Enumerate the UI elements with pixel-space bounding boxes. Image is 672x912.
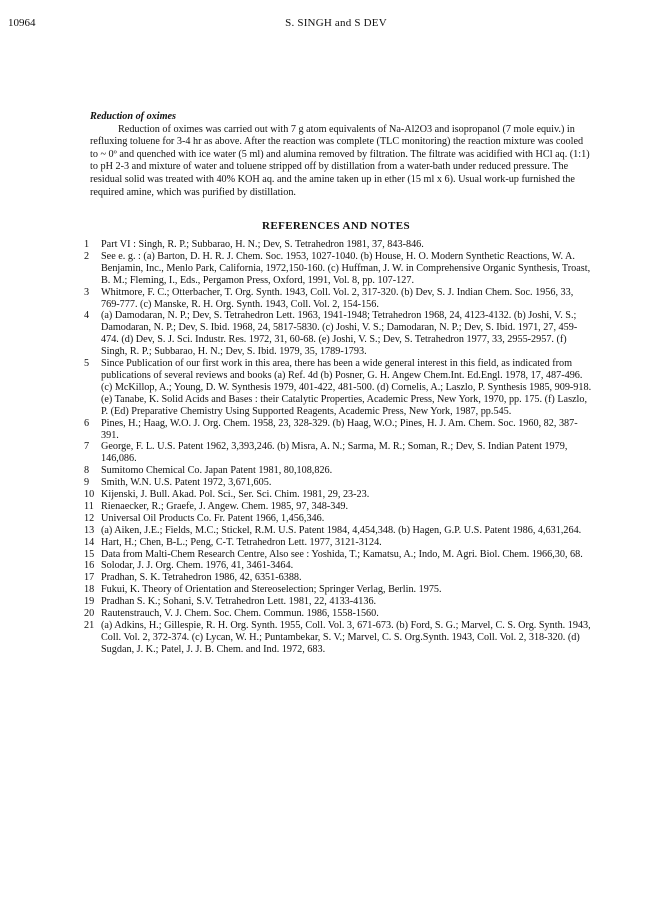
reference-text: Pines, H.; Haag, W.O. J. Org. Chem. 1958, 23, 328-329. (b) Haag, W.O.; Pines, H. J. Am. Chem. Soc. 1960, 82, 387-391.: [101, 417, 578, 441]
reference-number: 16: [84, 560, 95, 572]
reference-number: 18: [84, 584, 95, 596]
reference-text: Solodar, J. J. Org. Chem. 1976, 41, 3461-3464.: [101, 560, 294, 572]
reference-text: Fukui, K. Theory of Orientation and Stereoselection; Springer Verlag, Berlin. 1975.: [101, 584, 442, 596]
reference-item: [84, 441, 594, 465]
reference-text: See e. g. : (a) Barton, D. H. R. J. Chem. Soc. 1953, 1027-1040. (b) House, H. O. Modern Synthetic Reactions, W. A. Benjamin, Inc., Menlo Park, California, 1972,150-160. (c) Huffman, J. W. in Comprehensive Organic Synthesis, Troast, B. M.; Fleming, I., Eds., Pergamon Press, Oxford, 1991, Vol. 8, pp. 107-127.: [101, 250, 591, 286]
reference-text: George, F. L. U.S. Patent 1962, 3,393,246. (b) Misra, A. N.; Sarma, M. R.; Soman, R.; Dev, S. Indian Patent 1979, 146,086.: [101, 441, 568, 465]
reference-number: 10: [84, 489, 95, 501]
reference-item: [84, 549, 594, 561]
reference-item: [84, 418, 594, 442]
reference-number: 4: [84, 310, 90, 322]
reference-text: Whitmore, F. C.; Otterbacher, T. Org. Synth. 1943, Coll. Vol. 2, 317-320. (b) Dev, S. J. Indian Chem. Soc. 1956, 33, 769-777. (c) Manske, R. H. Org. Synth. 1943, Coll. Vol. 2, 154-156.: [101, 286, 574, 310]
reference-number: 9: [84, 477, 90, 489]
reference-number: 2: [84, 250, 90, 262]
reference-number: 19: [84, 596, 95, 608]
section-title: Reduction of oximes: [90, 111, 177, 122]
reference-item: [84, 560, 594, 572]
reference-item: [84, 251, 594, 287]
reference-item: [84, 501, 594, 513]
reference-text: Rautenstrauch, V. J. Chem. Soc. Chem. Commun. 1986, 1558-1560.: [101, 608, 379, 620]
reference-item: [84, 489, 594, 501]
reference-text: Kijenski, J. Bull. Akad. Pol. Sci., Ser. Sci. Chim. 1981, 29, 23-23.: [101, 489, 370, 501]
reference-number: 7: [84, 441, 90, 453]
reference-text: (a) Aiken, J.E.; Fields, M.C.; Stickel, R.M. U.S. Patent 1984, 4,454,348. (b) Hagen, G.P. U.S. Patent 1986, 4,631,264.: [101, 524, 582, 536]
reference-number: 13: [84, 524, 95, 536]
reference-text: Smith, W.N. U.S. Patent 1972, 3,671,605.: [101, 477, 272, 489]
reference-text: Hart, H.; Chen, B-L.; Peng, C-T. Tetrahedron Lett. 1977, 3121-3124.: [101, 536, 382, 548]
reference-number: 15: [84, 548, 95, 560]
reference-item: [84, 572, 594, 584]
reference-number: 5: [84, 358, 90, 370]
page-header: [0, 17, 672, 33]
reference-number: 6: [84, 417, 90, 429]
reference-number: 17: [84, 572, 95, 584]
reference-text: Universal Oil Products Co. Fr. Patent 1966, 1,456,346.: [101, 512, 325, 524]
references-list: [84, 239, 594, 656]
references-heading: REFERENCES AND NOTES: [262, 220, 410, 232]
reference-item: [84, 465, 594, 477]
reference-item: [84, 477, 594, 489]
reference-item: [84, 584, 594, 596]
running-title: S. SINGH and S DEV: [285, 17, 387, 29]
reference-item: [84, 620, 594, 656]
reference-item: [84, 239, 594, 251]
reference-number: 21: [84, 620, 95, 631]
reference-text: Part VI : Singh, R. P.; Subbarao, H. N.; Dev, S. Tetrahedron 1981, 37, 843-846.: [101, 239, 424, 250]
reference-text: Pradhan, S. K. Tetrahedron 1986, 42, 6351-6388.: [101, 572, 302, 584]
reference-item: [84, 358, 594, 418]
page-number: 10964: [8, 17, 36, 29]
reference-item: [84, 287, 594, 311]
section-paragraph: Reduction of oximes was carried out with 7 g atom equivalents of Na-Al2O3 and isopropanol (7 mole equiv.) in refluxing toluene for 3-4 hr as above. After the reaction was complete (TLC monitoring) the reaction mixture was cooled to ~ 0º and quenched with ice water (5 ml) and alumina removed by filtration. The filtrate was acidified with HCl aq. (1:1) to pH 2-3 and mixture of water and toluene stripped off by distillation from a water-bath under reduced pressure. The residual solid was treated with 40% KOH aq. and the amine taken up in ether (15 ml x 6). Usual work-up furnished the required amine, which was purified by distillation.: [90, 123, 590, 198]
procedure-section: [90, 111, 592, 199]
reference-item: [84, 608, 594, 620]
reference-text: Since Publication of our first work in this area, there has been a wide general interest in this field, as indicated from publications of several reviews and books (a) Ref. 4d (b) Posner, G. H. Angew Chem.Int. Ed.Engl. 1978, 17, 487-496. (c) McKillop, A.; Young, D. W. Synthesis 1979, 401-422, 481-500. (d) Cornelis, A.; Laszlo, P. Synthesis 1985, 909-918. (e) Tanabe, K. Solid Acids and Bases : their Catalytic Properties, Academic Press, New York, 1970, pp. 175. (f) Laszlo, P. (Ed) Preparative Chemistry Using Supported Reagents, Academic Press, New York, 1987, pp.545.: [101, 358, 592, 417]
reference-number: 12: [84, 512, 95, 524]
reference-text: Pradhan S. K.; Sohani, S.V. Tetrahedron Lett. 1981, 22, 4133-4136.: [101, 596, 377, 608]
reference-item: [84, 525, 594, 537]
reference-item: [84, 596, 594, 608]
reference-number: 1: [84, 239, 90, 250]
reference-number: 11: [84, 500, 94, 512]
reference-text: Data from Malti-Chem Research Centre, Also see : Yoshida, T.; Kamatsu, A.; Indo, M. Agri. Biol. Chem. 1966,30, 68.: [101, 548, 583, 560]
reference-number: 3: [84, 286, 90, 298]
reference-text: Sumitomo Chemical Co. Japan Patent 1981, 80,108,826.: [101, 465, 333, 477]
reference-text: Rienaecker, R.; Graefe, J. Angew. Chem. 1985, 97, 348-349.: [101, 500, 349, 512]
reference-text: (a) Damodaran, N. P.; Dev, S. Tetrahedron Lett. 1963, 1941-1948; Tetrahedron 1968, 24, 4123-4132. (b) Joshi, V. S.; Damodaran, N. P.; Dev, S. Ibid. 1968, 24, 5817-5830. (c) Joshi, V. S.; Damodaran, N. P.; Dev, S. Ibid. 1971, 27, 459-474. (d) Dev, S. J. Sci. Industr. Res. 1972, 31, 60-68. (e) Joshi, V. S.; Dev, S. Tetrahedron 1977, 33, 2955-2957. (f) Singh, R. P.; Subbarao, H. N.; Dev, S. Ibid. 1979, 35, 1789-1793.: [101, 310, 578, 358]
reference-item: [84, 537, 594, 549]
reference-number: 14: [84, 536, 95, 548]
reference-number: 20: [84, 608, 95, 620]
reference-number: 8: [84, 465, 90, 477]
reference-item: [84, 310, 594, 358]
reference-item: [84, 513, 594, 525]
reference-text: (a) Adkins, H.; Gillespie, R. H. Org. Synth. 1955, Coll. Vol. 3, 671-673. (b) Ford, S. G.; Marvel, C. S. Org. Synth. 1943, Coll. Vol. 2, 372-374. (c) Lycan, W. H.; Puntambekar, S. V.; Marvel, C. S. Org.Synth. 1943, Coll. Vol. 2, 318-320. (d) Sugdan, J. K.; Patel, J. J. B. Chem. and Ind. 1972, 683.: [101, 620, 591, 655]
